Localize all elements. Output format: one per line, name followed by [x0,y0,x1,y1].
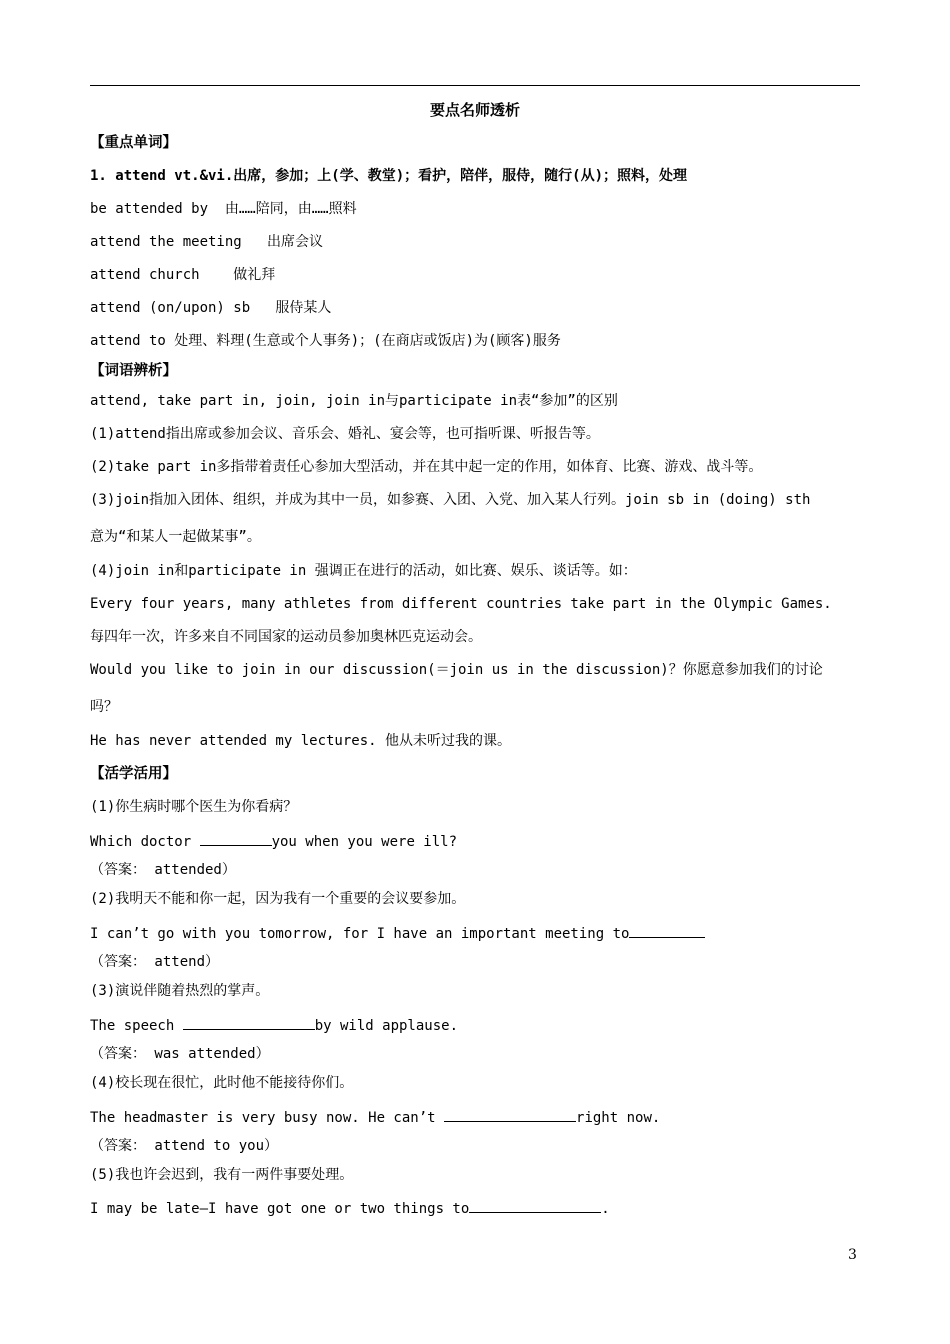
discrimination-intro: attend, take part in, join, join in与participate in表“参加”的区别 [90,393,618,409]
discrimination-2: (2)take part in多指带着责任心参加大型活动，并在其中起一定的作用，如体育、比赛、游戏、战斗等。 [90,459,763,475]
q3-answer: （答案： was attended） [90,1046,270,1062]
section-key-words: 【重点单词】 [90,134,177,151]
phrase-attend-to: attend to 处理、料理(生意或个人事务)；(在商店或饭店)为(顾客)服务 [90,333,561,349]
q3-text-b: by wild applause. [314,1018,459,1034]
section-practice: 【活学活用】 [90,765,177,782]
phrase-attend-the-meeting: attend the meeting 出席会议 [90,234,324,250]
q1-blank [200,831,272,846]
example-2-cont: 吗？ [90,699,118,715]
q4-chinese: (4)校长现在很忙，此时他不能接待你们。 [90,1075,354,1091]
page-title: 要点名师透析 [429,101,520,119]
header-rule [90,85,860,86]
word-entry-attend: 1. attend vt.&vi.出席，参加；上(学、教堂)；看护，陪伴，服侍，随行(从)；照料，处理 [90,168,688,184]
q5-text-b: . [601,1201,610,1217]
example-3: He has never attended my lectures. 他从未听过我的课。 [90,733,512,749]
q2-chinese: (2)我明天不能和你一起，因为我有一个重要的会议要参加。 [90,891,466,907]
q4-english [90,1107,660,1128]
q5-text-a: I may be late—I have got one or two things to [90,1201,470,1217]
phrase-attend-church: attend church 做礼拜 [90,267,276,283]
section-discrimination: 【词语辨析】 [90,362,177,379]
example-1-en: Every four years, many athletes from different countries take part in the Olympic Games. [90,596,832,612]
q4-text-a: The headmaster is very busy now. He can’t [90,1110,445,1126]
q2-answer: （答案： attend） [90,954,220,970]
q5-blank [469,1198,601,1213]
example-1-cn: 每四年一次，许多来自不同国家的运动员参加奥林匹克运动会。 [90,629,482,645]
q5-chinese: (5)我也许会迟到，我有一两件事要处理。 [90,1167,354,1183]
q3-text-a: The speech [90,1018,183,1034]
q4-blank [444,1107,576,1122]
page-number: 3 [848,1247,857,1263]
q3-english [90,1015,458,1036]
q2-english [90,923,705,944]
q1-answer: （答案： attended） [90,862,236,878]
phrase-attend-on-upon: attend (on/upon) sb 服侍某人 [90,300,332,316]
q5-english [90,1198,610,1219]
discrimination-4: (4)join in和participate in 强调正在进行的活动，如比赛、娱乐、谈话等。如： [90,563,637,579]
q3-chinese: (3)演说伴随着热烈的掌声。 [90,983,270,999]
example-2: Would you like to join in our discussion(＝join us in the discussion)？你愿意参加我们的讨论 [90,662,823,678]
q2-blank [629,923,705,938]
q1-chinese: (1)你生病时哪个医生为你看病？ [90,799,298,815]
phrase-be-attended-by: be attended by 由……陪同，由……照料 [90,201,357,217]
discrimination-3: (3)join指加入团体、组织，并成为其中一员，如参赛、入团、入党、加入某人行列。join sb in (doing) sth [90,492,811,508]
q3-blank [183,1015,315,1030]
q1-text-a: Which doctor [90,834,200,850]
discrimination-1: (1)attend指出席或参加会议、音乐会、婚礼、宴会等，也可指听课、听报告等。 [90,426,600,442]
q4-text-b: right now. [576,1110,661,1126]
q1-text-b: you when you were ill? [271,834,458,850]
q4-answer: （答案： attend to you） [90,1138,279,1154]
q2-text-a: I can’t go with you tomorrow, for I have an important meeting to [90,926,630,942]
discrimination-3-cont: 意为“和某人一起做某事”。 [90,529,261,545]
q1-english [90,831,457,852]
